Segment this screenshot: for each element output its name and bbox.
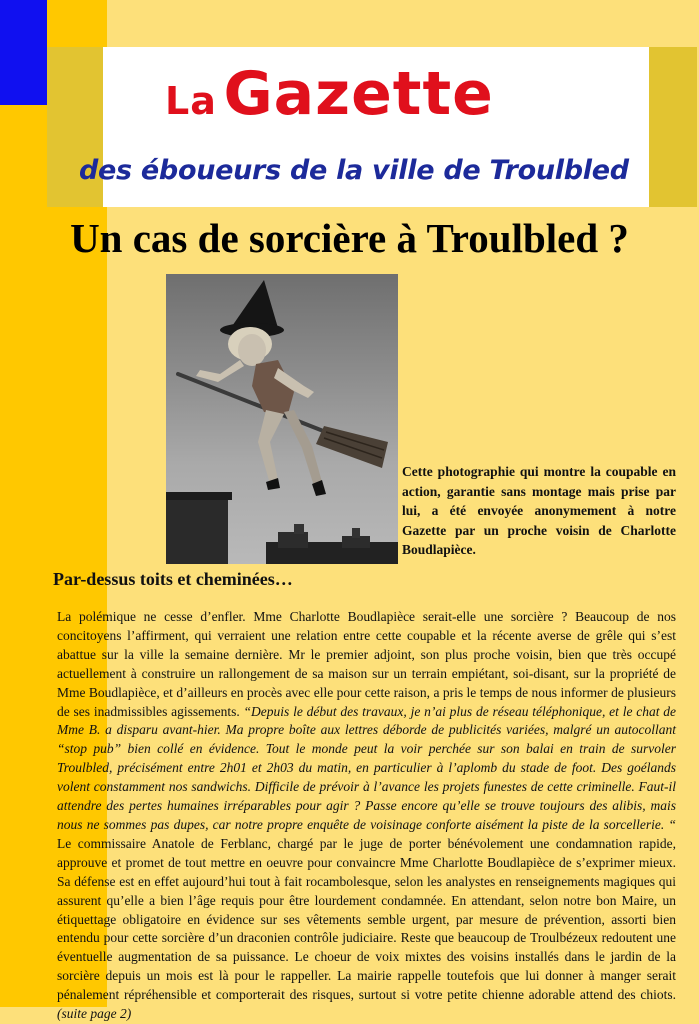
article-text: Le commissaire Anatole de Ferblanc, chargé par le juge de porter bénévolement une condamnation rapide, approuve et promet de tout mettre en oeuvre pour convaincre Mme Charlotte Boudlapièce de s’exprimer mieux. Sa défense est en effet aujourd’hui tout à fait rocambolesque, selon les analystes en renseignements magiques qui assurent qu’elle a bien l’âge requis pour être lourdement condamnée. En attendant, selon notre bon Maire, un étiquettage obligatoire en évidence sur ses vêtements semble urgent, par mesure de prévention, assorti bien entendu pour cette sorcière d’un draconien contrôle judiciaire. Reste que beaucoup de Troulbézeux redoutent une éventuelle augmentation de sa puissance. Le choeur de voix mixtes des voisins installés dans le jardin de la sorcière depuis un mois est là pour le rappeller. La mairie rappelle toutefois que lui donner à manger serait pénalement répréhensible et comporterait des risques, surtout si votre petite chienne adorable attend des chiots.	[57, 835, 676, 1003]
masthead-title-gazette: Gazette	[223, 59, 494, 129]
masthead	[79, 47, 649, 207]
article-paragraph	[53, 608, 676, 1024]
article-body	[53, 608, 676, 1024]
witch-photo	[166, 274, 398, 564]
masthead-subtitle: des éboueurs de la ville de Troulbled	[79, 155, 629, 186]
article-quote: “Depuis le début des travaux, je n’ai plus de réseau téléphonique, et le chat de Mme B. a disparu avant-hier. Ma propre boîte aux lettres déborde de publicités variées, malgré un autocollant “stop pub” bien collé en évidence. Tout le monde peut la voir perchée sur son balai en train de survoler Troulbled, précisément entre 2h01 et 2h03 du matin, en particulier à l’aplomb du stade de foot. Des goélands volent constamment nos sandwichs. Difficile de prévoir à l’avance les projets funestes de cette criminelle. Faut-il attendre des pertes humaines irréparables pour agir ? Passe encore qu’elle se trouve toujours des alibis, mais nous ne sommes pas dupes, car notre propre enquête de voisinage conforte aisément la piste de la sorcellerie. “	[57, 703, 676, 832]
corner-square	[0, 0, 47, 105]
masthead-title-la: La	[165, 79, 217, 123]
article-intro: La polémique ne cesse d’enfler. Mme Charlotte Boudlapièce serait-elle une sorcière ? Beaucoup de nos concitoyens l’affirment, qui verraient une relation entre cette coupable et la récente averse de grêle qui s’est abattue sur la ville la semaine dernière. Mr le premier adjoint, son plus proche voisin, bien que très occupé actuellement à construire un rallongement de sa maison sur un terrain empiétant, soi-disant, sur la propriété de Mme Boudlapièce, et d’ailleurs en procès avec elle pour cette raison, a pris le temps de nous informer de plusieurs de ses inadmissibles agissements.	[57, 609, 676, 719]
witch-on-broom-photo-icon	[166, 274, 398, 564]
masthead-title	[165, 59, 645, 129]
photo-caption: Cette photographie qui montre la coupable en action, garantie sans montage mais prise par lui, a été envoyée anonymement à notre Gazette par un proche voisin de Charlotte Boudlapièce.	[402, 464, 676, 557]
section-title: Par-dessus toits et cheminées…	[53, 569, 293, 589]
continued-note: (suite page 2)	[57, 1006, 132, 1022]
page-headline: Un cas de sorcière à Troulbled ?	[70, 215, 629, 261]
